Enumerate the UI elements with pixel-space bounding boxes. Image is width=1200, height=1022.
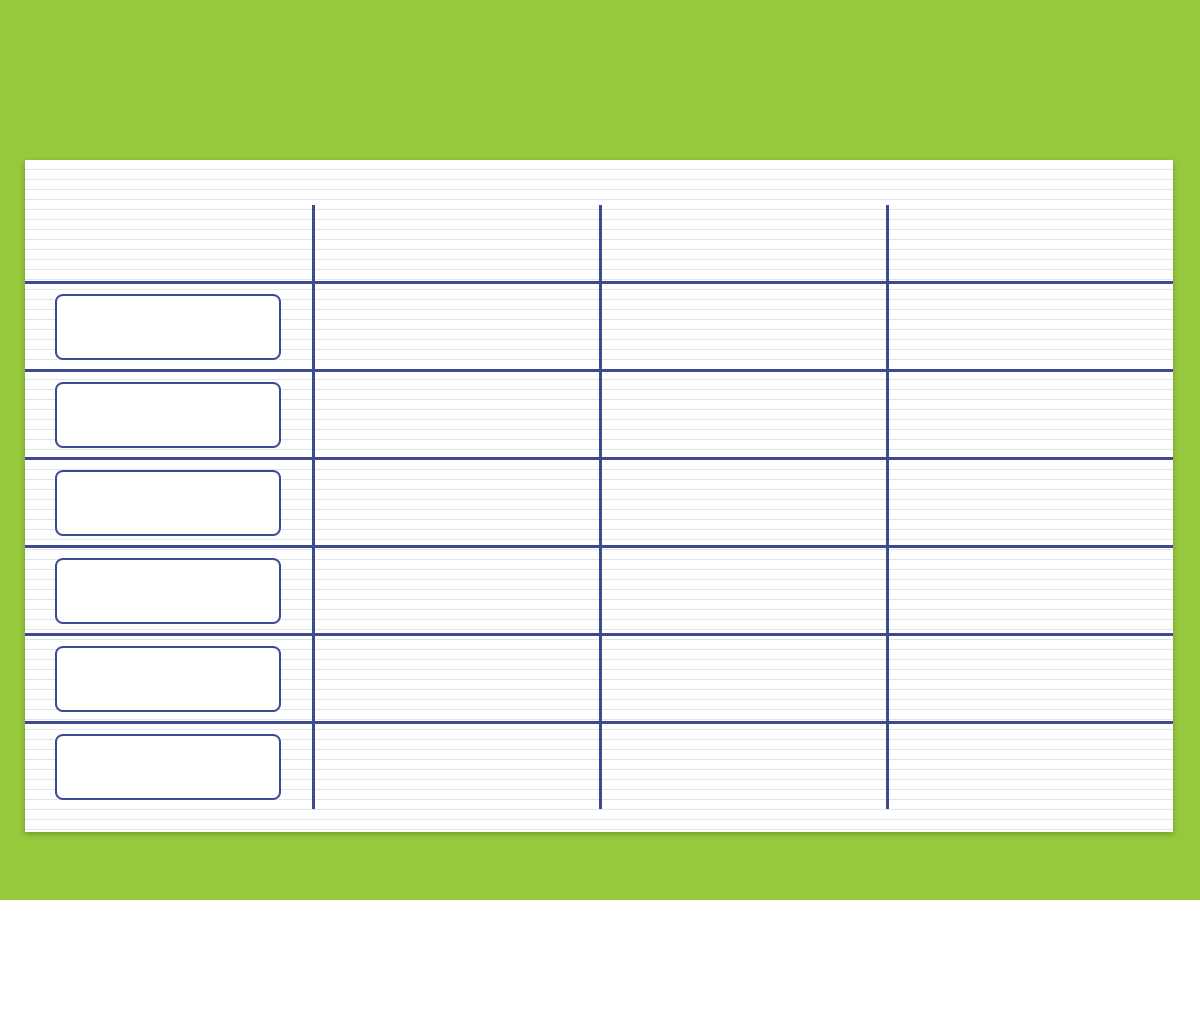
table-row <box>25 635 1173 723</box>
part-name-card <box>55 734 281 800</box>
examples-cell <box>887 371 1173 459</box>
meaning-cell <box>313 635 600 723</box>
meaning-cell <box>313 371 600 459</box>
pencils-border-bottom <box>0 840 1200 900</box>
table-row <box>25 459 1173 547</box>
part-name-card <box>55 294 281 360</box>
examples-cell <box>887 547 1173 635</box>
questions-cell <box>600 459 887 547</box>
part-name-card <box>55 470 281 536</box>
pencils-border-top <box>0 0 1200 110</box>
part-name-cell <box>25 547 313 635</box>
header-parts-of-speech <box>25 205 313 283</box>
part-name-cell <box>25 723 313 810</box>
part-name-cell <box>25 371 313 459</box>
part-name-card <box>55 382 281 448</box>
header-questions <box>600 205 887 283</box>
questions-cell <box>600 547 887 635</box>
questions-cell <box>600 283 887 371</box>
examples-cell <box>887 723 1173 810</box>
meaning-cell <box>313 459 600 547</box>
meaning-cell <box>313 723 600 810</box>
part-name-cell <box>25 635 313 723</box>
table-header-row <box>25 205 1173 283</box>
parts-of-speech-table <box>25 205 1173 809</box>
questions-cell <box>600 723 887 810</box>
examples-cell <box>887 283 1173 371</box>
examples-cell <box>887 459 1173 547</box>
questions-cell <box>600 371 887 459</box>
questions-cell <box>600 635 887 723</box>
table-row <box>25 723 1173 810</box>
header-meaning <box>313 205 600 283</box>
part-name-card <box>55 646 281 712</box>
meaning-cell <box>313 547 600 635</box>
table-row <box>25 371 1173 459</box>
part-name-card <box>55 558 281 624</box>
table-row <box>25 547 1173 635</box>
meaning-cell <box>313 283 600 371</box>
part-name-cell <box>25 459 313 547</box>
examples-cell <box>887 635 1173 723</box>
table-row <box>25 283 1173 371</box>
header-examples <box>887 205 1173 283</box>
part-name-cell <box>25 283 313 371</box>
